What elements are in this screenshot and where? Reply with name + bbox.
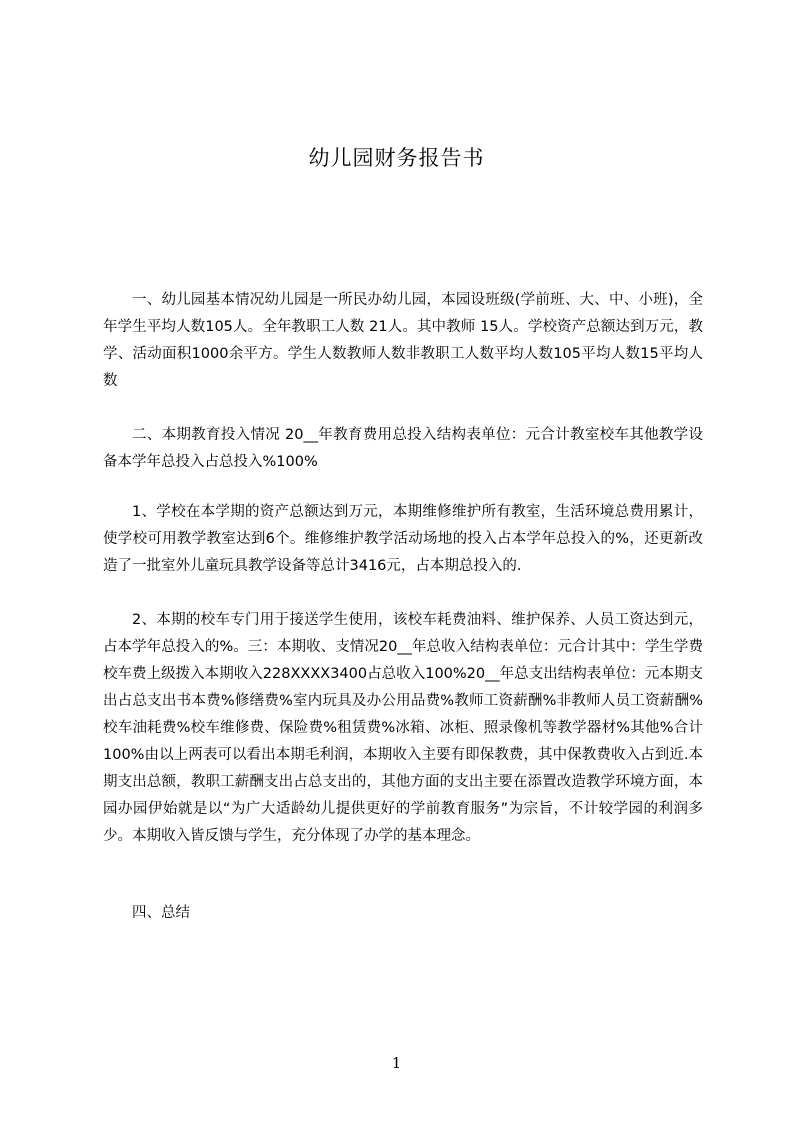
document-title: 幼儿园财务报告书 (308, 146, 485, 170)
paragraph-basic-info: 一、幼儿园基本情况幼儿园是一所民办幼儿园，本园设班级(学前班、大、中、小班)，全年学生平均人数105人。全年教职工人数 21人。其中教师 15人。学校资产总额达到万元，教学、活动面积1000余平方。学生人数教师人数非教职工人数平均人数105平均人数15平均人数 (103, 292, 703, 389)
page-number: 1 (391, 1054, 402, 1072)
paragraph-assets-maintenance: 1、学校在本学期的资产总额达到万元，本期维修维护所有教室，生活环境总费用累计，使学校可用教学教室达到6个。维修维护教学活动场地的投入占本学年总投入的%，还更新改造了一批室外儿童玩具教学设备等总计3416元，占本期总投入的. (103, 504, 703, 574)
paragraph-summary-heading: 四、总结 (132, 905, 190, 921)
paragraph-school-bus-income-expense: 2、本期的校车专门用于接送学生使用，该校车耗费油料、维护保养、人员工资达到元，占本学年总投入的%。三：本期收、支情况20__年总收入结构表单位：元合计其中：学生学费校车费上级拨入本期收入228XXXX3400占总收入100%20__年总支出结构表单位：元本期支出占总支出书本费%修缮费%室内玩具及办公用品费%教师工资薪酬%非教师人员工资薪酬%校车油耗费%校车维修费、保险费%租赁费%冰箱、冰柜、照录像机等教学器材%其他%合计100%由以上两表可以看出本期毛利润，本期收入主要有即保教费，其中保教费收入占到近.本期支出总额，教职工薪酬支出占总支出的，其他方面的支出主要在添置改造教学环境方面，本园办园伊始就是以“为广大适龄幼儿提供更好的学前教育服务”为宗旨，不计较学园的利润多少。本期收入皆反馈与学生，充分体现了办学的基本理念。 (103, 612, 703, 844)
paragraph-education-investment: 二、本期教育投入情况 20__年教育费用总投入结构表单位：元合计教室校车其他教学设备本学年总投入占总投入%100% (103, 427, 703, 470)
